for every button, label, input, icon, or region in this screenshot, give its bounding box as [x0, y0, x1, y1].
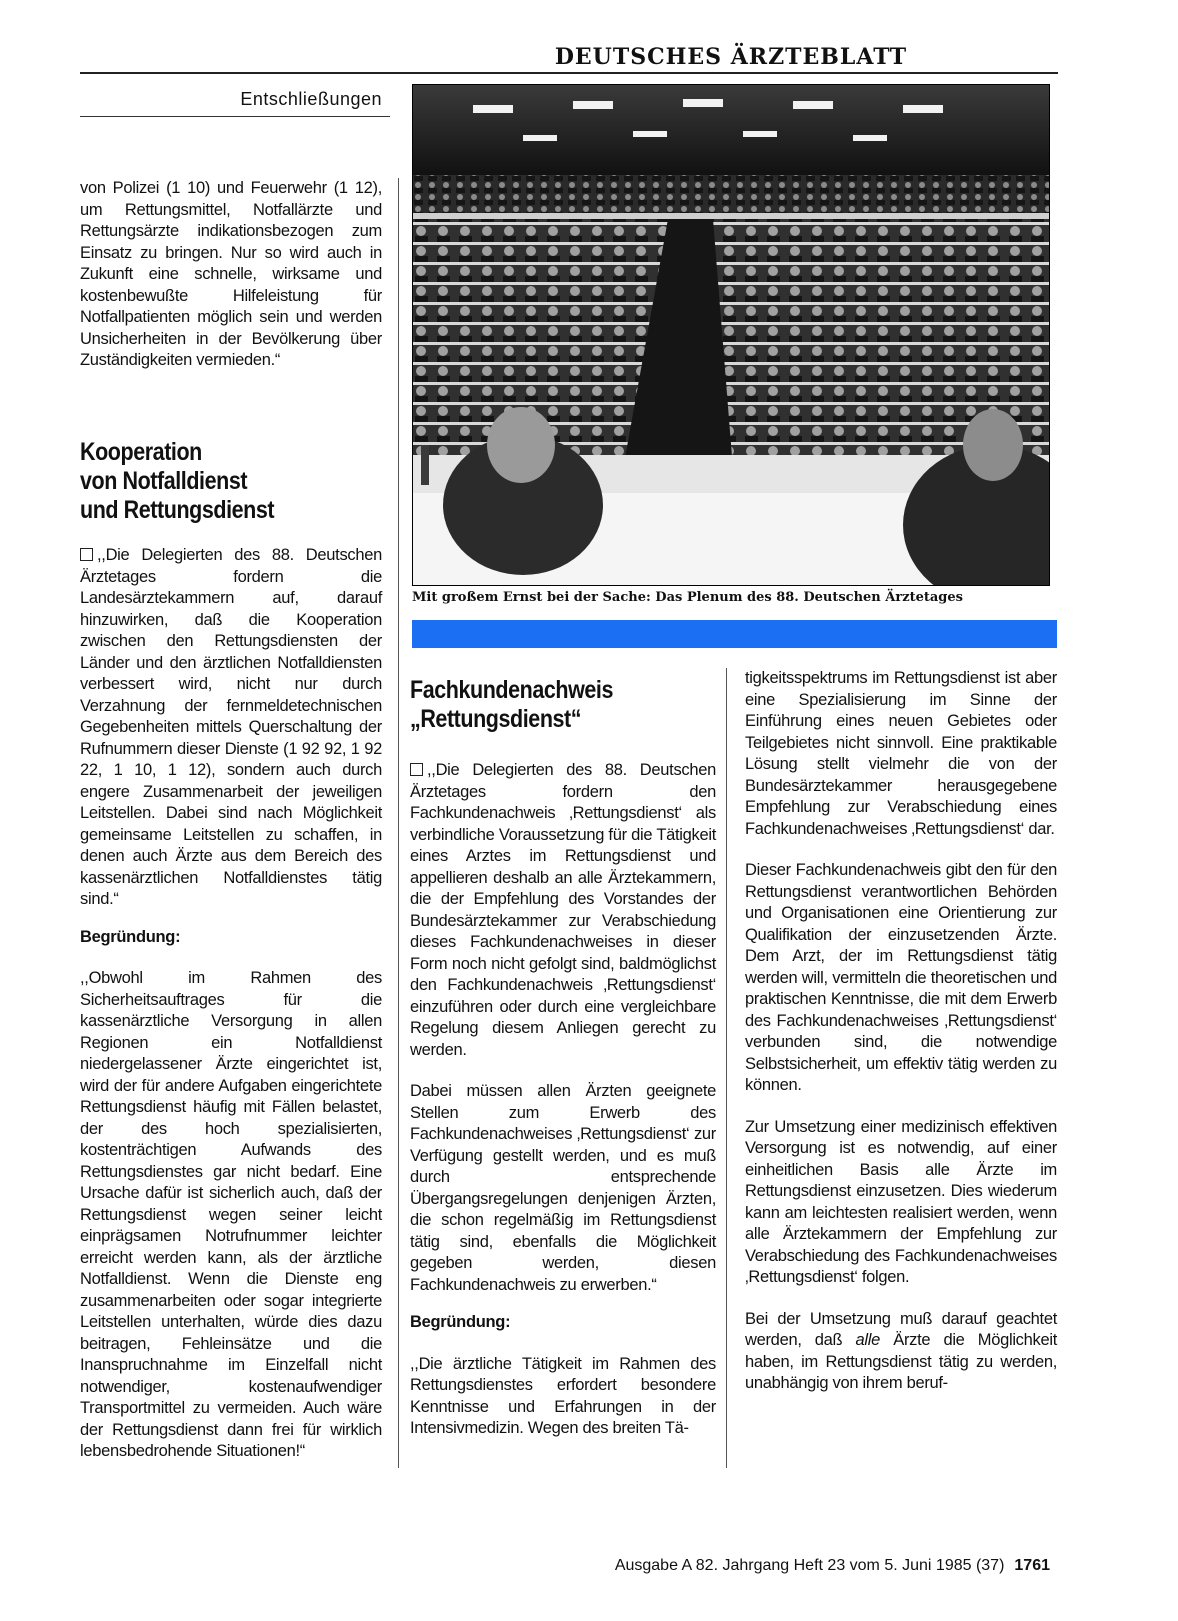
paragraph: Dabei müssen allen Ärzten geeignete Stellen zum Erwerb des Fachkundenachweises ‚Rettungsdienst‘ zur Verfügung gestellt werden, und es muß durch entsprechende Übergangsregelungen denjenigen Ärzten, die schon regelmäßig im Rettungsdienst tätig sind, ebenfalls die Möglichkeit gegeben werden, diesen Fachkundenachweis zu erwerben.“	[410, 1082, 716, 1294]
paragraph-text: ,,Die Delegierten des 88. Deutschen Ärztetages fordern den Fachkundenachweis ‚Rettungsdienst‘ als verbindliche Voraussetzung für die Tätigkeit eines Arztes im Rettungsdienst und appellieren deshalb an alle Ärztekammern, die der Empfehlung des Vorstandes der Bundesärztekammer zur Verabschiedung dieses Fachkundenachweises in dieser Form noch nicht gefolgt sind, baldmöglichst den Fachkundenachweis ‚Rettungsdienst‘ einzuführen oder durch eine vergleichbare Regelung diesem Anliegen gerecht zu werden.	[410, 761, 716, 1059]
footer	[504, 1557, 1050, 1575]
paragraph: von Polizei (1 10) und Feuerwehr (1 12), um Rettungsmittel, Notfallärzte und Rettungsärzte indikationsbezogen zum Einsatz zu bringen. Nur so wird auch in Zukunft eine schnelle, wirksame und kostenbewußte Hilfeleistung für Notfallpatienten möglich sein und werden Unsicherheiten in der Bevölkerung über Zuständigkeiten vermieden.“	[80, 179, 382, 369]
checkbox-square-icon	[410, 763, 423, 776]
column-divider	[398, 178, 399, 1468]
paragraph	[80, 545, 382, 911]
page-number: 1761	[1014, 1557, 1050, 1574]
emphasis: alle	[855, 1331, 881, 1349]
paragraph-text: Ärzte die Möglichkeit haben, im Rettungsdienst tätig zu werden, unabhängig von ihrem beruf-	[745, 1331, 1057, 1392]
paragraph: tigkeitsspektrums im Rettungsdienst ist aber eine Spezialisierung im Sinne der Einführung eines neuen Gebietes oder Teilgebietes nicht sinnvoll. Eine praktikable Lösung stellt vielmehr die von der Bundesärztekammer herausgegebene Empfehlung zur Verabschiedung eines Fachkundenachweises ‚Rettungsdienst‘ dar.	[745, 669, 1057, 838]
heading-fachkundenachweis	[410, 676, 730, 734]
paragraph-text: Bei der Umsetzung muß darauf geachtet werden, daß	[745, 1309, 1057, 1349]
issue-line: Ausgabe A 82. Jahrgang Heft 23 vom 5. Juni 1985 (37)	[614, 1557, 1005, 1574]
column-3	[745, 668, 1057, 1415]
masthead: DEUTSCHES ÄRZTEBLATT	[554, 44, 908, 70]
heading-line: „Rettungsdienst“	[410, 705, 582, 733]
paragraph: ,,Die ärztliche Tätigkeit im Rahmen des Rettungsdienstes erfordert besondere Kenntnisse und Erfahrungen in der Intensivmedizin. Wegen des breiten Tä-	[410, 1354, 716, 1437]
paragraph	[745, 1309, 1057, 1395]
checkbox-square-icon	[80, 548, 93, 561]
highlight-band	[412, 620, 1057, 648]
paragraph: Zur Umsetzung einer medizinisch effektiven Versorgung ist es notwendig, auf einer einheitlichen Basis alle Ärzte im Rettungsdienst einzusetzen. Dies wiederum kann am leichtesten realisiert werden, wenn alle Ärztekammern der Empfehlung zur Verabschiedung des Fachkundenachweises ‚Rettungsdienst‘ folgen.	[745, 1117, 1057, 1286]
heading-line: Kooperation	[80, 438, 202, 466]
heading-kooperation	[80, 438, 420, 525]
subhead: Begründung:	[410, 1313, 511, 1331]
column-1	[80, 178, 382, 392]
paragraph-text: ,,Die Delegierten des 88. Deutschen Ärztetages fordern die Landesärztekammern auf, darauf hinzuwirken, daß die Kooperation zwischen den Rettungsdiensten der Länder und den ärztlichen Notfalldiensten verbessert wird, nicht nur durch Verzahnung der fernmeldetechnischen Gegebenheiten mittels Querschaltung der Rufnummern dieser Dienste (1 92 92, 1 92 22, 1 10, 1 12), sondern auch durch engere Zusammenarbeit der jeweiligen Leitstellen. Dabei sind nach Möglichkeit gemeinsame Leitstellen zu schaffen, in denen auch Ärzte aus dem Bereich des kassenärztlichen Notfalldienstes tätig sind.“	[80, 546, 382, 908]
paragraph: ,,Obwohl im Rahmen des Sicherheitsauftrages für die kassenärztliche Versorgung in allen Regionen ein Notfalldienst niedergelassener Ärzte eingerichtet ist, wird der für andere Aufgaben eingerichtete Rettungsdienst häufig mit Fällen belastet, der des hoch spezialisierten, kostenträchtigen Aufwands des Rettungsdienstes gar nicht bedarf. Eine Ursache dafür ist sicherlich auch, daß der Rettungsdienst wegen seiner leicht einprägsamen Notrufnummer leichter erreicht werden kann, als der ärztliche Notfalldienst. Wenn die Dienste eng zusammenarbeiten oder sogar integrierte Leitstellen unterhalten, würde dies dazu beitragen, Fehleinsätze und die Inanspruchnahme im Einzelfall nicht notwendiger, kostenaufwendiger Transportmittel zu vermeiden. Auch wäre der Rettungsdienst dann frei für wirklich lebensbedrohende Situationen!“	[80, 969, 382, 1460]
masthead-rule	[80, 72, 1058, 74]
photo-caption: Mit großem Ernst bei der Sache: Das Plenum des 88. Deutschen Ärztetages	[412, 590, 963, 605]
subhead: Begründung:	[80, 927, 181, 946]
section-label: Entschließungen	[240, 89, 382, 109]
heading-line: Fachkundenachweis	[410, 676, 613, 704]
column-1-body	[80, 545, 382, 1483]
paragraph: Dieser Fachkundenachweis gibt den für den Rettungsdienst verantwortlichen Behörden und Organisationen eine Orientierung zur Qualifikation der einzusetzenden Ärzte. Dem Arzt, der im Rettungsdienst tätig werden will, vermitteln die theoretischen und praktischen Kenntnisse, die mit dem Erwerb des Fachkundenachweises ‚Rettungsdienst‘ verbunden sind, die notwendige Selbstsicherheit, um effektiv tätig werden zu können.	[745, 861, 1057, 1094]
column-divider	[726, 668, 727, 1468]
section-rule	[80, 116, 390, 117]
plenum-photo	[412, 84, 1050, 586]
column-2	[410, 760, 716, 1460]
paragraph	[410, 760, 716, 1061]
heading-line: und Rettungsdienst	[80, 496, 275, 524]
heading-line: von Notfalldienst	[80, 467, 248, 495]
